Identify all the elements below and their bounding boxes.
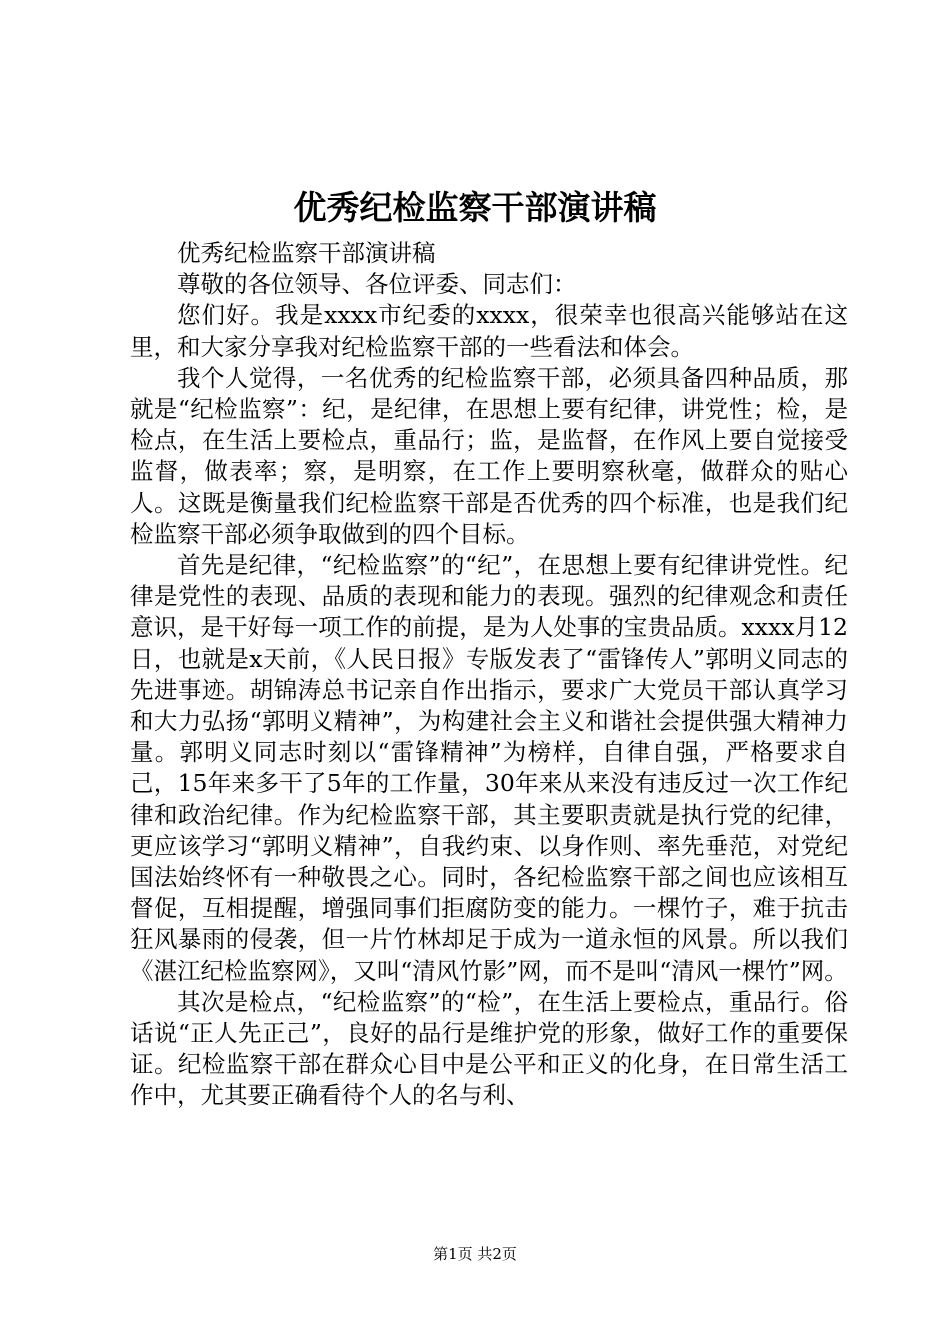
paragraph-conduct: 其次是检点，“纪检监察”的“检”，在生活上要检点，重品行。俗话说“正人先正己”，良好的品行是维护党的形象，做好工作的重要保证。纪检监察干部在群众心目中是公平和正义的化身，在日常生活工作中，尤其要正确看待个人的名与利、 bbox=[130, 987, 848, 1110]
document-title: 优秀纪检监察干部演讲稿 bbox=[293, 188, 657, 227]
page-footer: 第1页 共2页 bbox=[433, 1245, 517, 1263]
paragraph-four-qualities: 我个人觉得，一名优秀的纪检监察干部，必须具备四种品质，那就是“纪检监察”：纪，是纪律，在思想上要有纪律，讲党性；检，是检点，在生活上要检点，重品行；监，是监督，在作风上要自觉接受监督，做表率；察，是明察，在工作上要明察秋毫，做群众的贴心人。这既是衡量我们纪检监察干部是否优秀的四个标准，也是我们纪检监察干部必须争取做到的四个目标。 bbox=[130, 363, 848, 548]
paragraph-greeting: 您们好。我是xxxx市纪委的xxxx，很荣幸也很高兴能够站在这里，和大家分享我对纪检监察干部的一些看法和体会。 bbox=[130, 301, 848, 361]
document-body bbox=[130, 238, 848, 1112]
paragraph-salutation: 尊敬的各位领导、各位评委、同志们： bbox=[177, 270, 577, 299]
paragraph-subtitle: 优秀纪检监察干部演讲稿 bbox=[177, 239, 436, 267]
paragraph-discipline: 首先是纪律，“纪检监察”的“纪”，在思想上要有纪律讲党性。纪律是党性的表现、品质的表现和能力的表现。强烈的纪律观念和责任意识，是干好每一项工作的前提，是为人处事的宝贵品质。xxxx月12日，也就是x天前，《人民日报》专版发表了“雷锋传人”郭明义同志的先进事迹。胡锦涛总书记亲自作出指示，要求广大党员干部认真学习和大力弘扬“郭明义精神”，为构建社会主义和谐社会提供强大精神力量。郭明义同志时刻以“雷锋精神”为榜样，自律自强，严格要求自己，15年来多干了5年的工作量，30年来从来没有违反过一次工作纪律和政治纪律。作为纪检监察干部，其主要职责就是执行党的纪律，更应该学习“郭明义精神”，自我约束、以身作则、率先垂范，对党纪国法始终怀有一种敬畏之心。同时，各纪检监察干部之间也应该相互督促，互相提醒，增强同事们拒腐防变的能力。一棵竹子，难于抗击狂风暴雨的侵袭，但一片竹林却足于成为一道永恒的风景。所以我们《湛江纪检监察网》，又叫“清风竹影”网，而不是叫“清风一棵竹”网。 bbox=[130, 551, 848, 985]
